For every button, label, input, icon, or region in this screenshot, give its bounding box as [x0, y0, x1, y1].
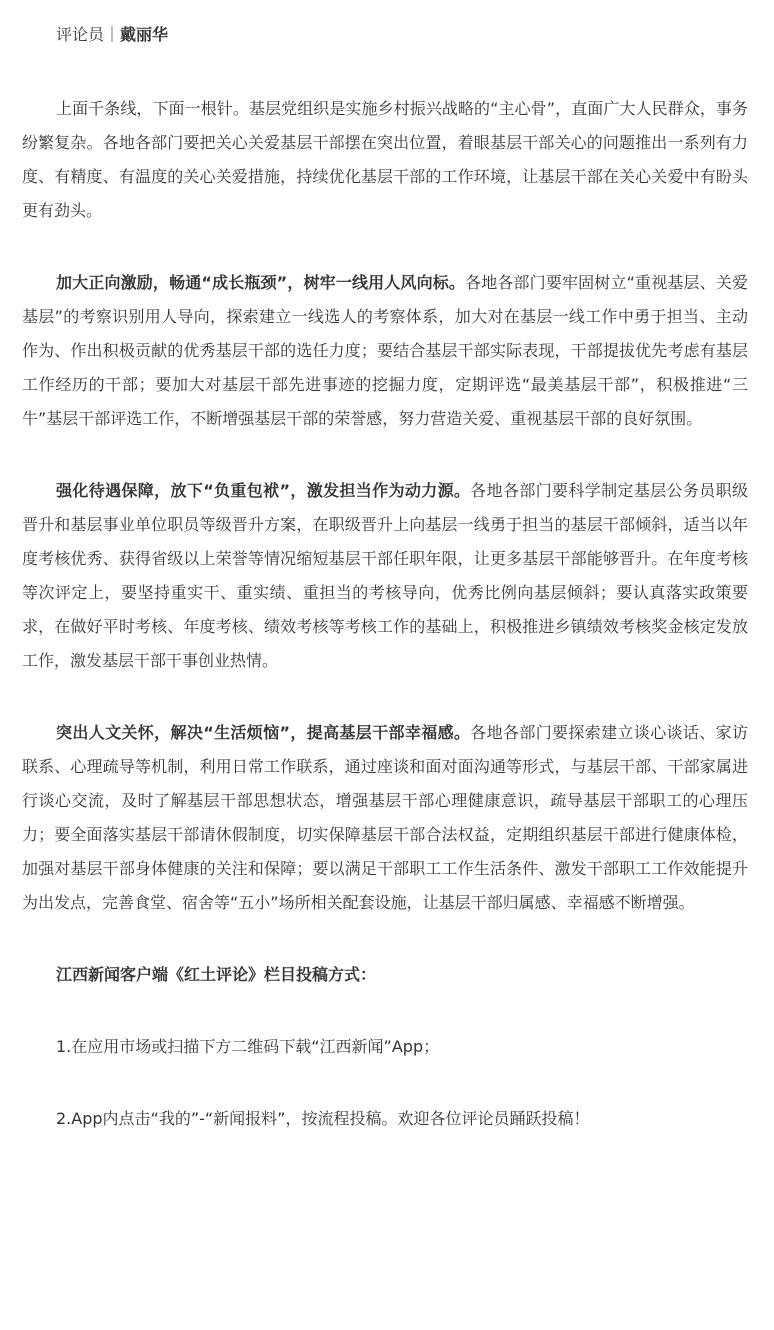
intro-paragraph: 上面千条线，下面一根针。基层党组织是实施乡村振兴战略的“主心骨”，直面广大人民群众，事务纷繁复杂。各地各部门要把关心关爱基层干部摆在突出位置，着眼基层干部关心的问题推出一系列有力度、有精度、有温度的关心关爱措施，持续优化基层干部的工作环境，让基层干部在关心关爱中有盼头更有劲头。 [22, 99, 748, 220]
submission-step-1: 1.在应用市场或扫描下方二维码下载“江西新闻”App； [56, 1037, 440, 1056]
section-heading-3: 突出人文关怀，解决“生活烦恼”，提高基层干部幸福感。 [56, 723, 471, 742]
section-paragraph-2 [22, 474, 748, 678]
section-body-3: 各地各部门要探索建立谈心谈话、家访联系、心理疏导等机制，利用日常工作联系，通过座谈和面对面沟通等形式，与基层干部、干部家属进行谈心交流，及时了解基层干部思想状态，增强基层干部心理健康意识，疏导基层干部职工的心理压力；要全面落实基层干部请休假制度，切实保障基层干部合法权益，定期组织基层干部进行健康体检，加强对基层干部身体健康的关注和保障；要以满足干部职工工作生活条件、激发干部职工工作效能提升为出发点，完善食堂、宿舍等“五小”场所相关配套设施，让基层干部归属感、幸福感不断增强。 [22, 723, 748, 912]
section-heading-1: 加大正向激励，畅通“成长瓶颈”，树牢一线用人风向标。 [56, 273, 466, 292]
author-name: 戴丽华 [120, 25, 169, 44]
section-heading-2: 强化待遇保障，放下“负重包袱”，激发担当作为动力源。 [56, 481, 471, 500]
submission-step-2: 2.App内点击“我的”-“新闻报料”，按流程投稿。欢迎各位评论员踊跃投稿！ [56, 1109, 590, 1128]
section-paragraph-3 [22, 716, 748, 920]
submission-title: 江西新闻客户端《红土评论》栏目投稿方式： [56, 965, 377, 984]
byline [22, 18, 748, 52]
byline-label: 评论员｜ [56, 25, 121, 44]
section-paragraph-1 [22, 266, 748, 436]
section-body-1: 各地各部门要牢固树立“重视基层、关爱基层”的考察识别用人导向，探索建立一线选人的考察体系，加大对在基层一线工作中勇于担当、主动作为、作出积极贡献的优秀基层干部的选任力度；要结合基层干部实际表现，干部提拔优先考虑有基层工作经历的干部；要加大对基层干部先进事迹的挖掘力度，定期评选“最美基层干部”，积极推进“三牛”基层干部评选工作，不断增强基层干部的荣誉感，努力营造关爱、重视基层干部的良好氛围。 [22, 273, 748, 428]
section-body-2: 各地各部门要科学制定基层公务员职级晋升和基层事业单位职员等级晋升方案，在职级晋升上向基层一线勇于担当的基层干部倾斜，适当以年度考核优秀、获得省级以上荣誉等情况缩短基层干部任职年限，让更多基层干部能够晋升。在年度考核等次评定上，要坚持重实干、重实绩、重担当的考核导向，优秀比例向基层倾斜；要认真落实政策要求，在做好平时考核、年度考核、绩效考核等考核工作的基础上，积极推进乡镇绩效考核奖金核定发放工作，激发基层干部干事创业热情。 [22, 481, 748, 670]
